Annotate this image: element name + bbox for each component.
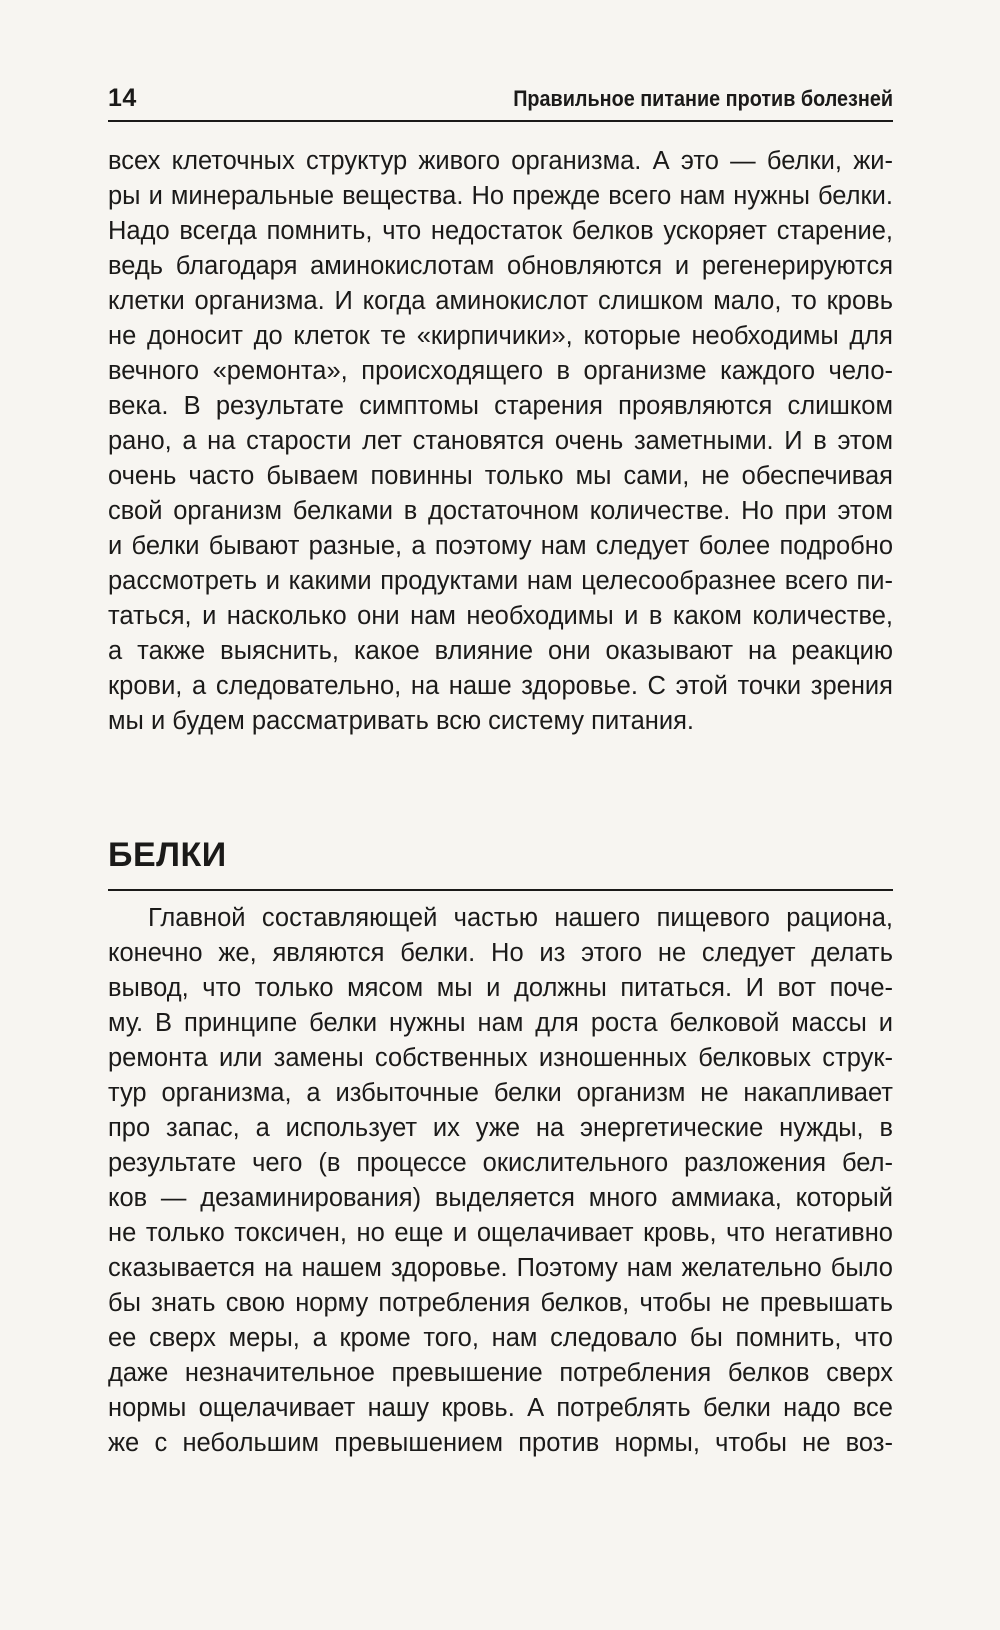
text-line: вечного «ремонта», происходящего в организме каждого чело- [108,357,893,385]
text-line: таться, и насколько они нам необходимы и в каком количестве, [108,602,893,630]
running-title: Правильное питание против болезней [513,86,893,111]
running-header [108,78,893,122]
text-line: результате чего (в процессе окислительного разложения бел- [108,1149,893,1177]
text-line: не только токсичен, но еще и ощелачивает кровь, что негативно [108,1219,893,1247]
text-line: му. В принципе белки нужны нам для роста белковой массы и [108,1009,893,1037]
text-line: рассмотреть и какими продуктами нам целесообразнее всего пи- [108,567,893,595]
text-line: всех клеточных структур живого организма. А это — белки, жи- [108,147,893,175]
text-line: крови, а следовательно, на наше здоровье. С этой точки зрения [108,672,893,700]
text-line: Главной составляющей частью нашего пищевого рациона, [148,904,893,932]
section-heading: БЕЛКИ [108,836,227,874]
text-line: бы знать свою норму потребления белков, чтобы не превышать [108,1289,893,1317]
book-page [108,78,893,1578]
text-line: ремонта или замены собственных изношенных белковых струк- [108,1044,893,1072]
text-line: ведь благодаря аминокислотам обновляются и регенерируются [108,252,893,280]
text-line: ков — дезаминирования) выделяется много аммиака, который [108,1184,893,1212]
page-number: 14 [108,84,137,112]
text-line: Надо всегда помнить, что недостаток белков ускоряет старение, [108,217,893,245]
text-line: ры и минеральные вещества. Но прежде всего нам нужны белки. [108,182,893,210]
text-line: нормы ощелачивает нашу кровь. А потреблять белки надо все [108,1394,893,1422]
text-line: рано, а на старости лет становятся очень заметными. И в этом [108,427,893,455]
text-line: века. В результате симптомы старения проявляются слишком [108,392,893,420]
text-line: сказывается на нашем здоровье. Поэтому нам желательно было [108,1254,893,1282]
text-line: не доносит до клеток те «кирпичики», которые необходимы для [108,322,893,350]
intro-paragraph [108,144,893,739]
text-line: вывод, что только мясом мы и должны питаться. И вот поче- [108,974,893,1002]
text-line: и белки бывают разные, а поэтому нам следует более подробно [108,532,893,560]
section-paragraph [108,901,893,1461]
text-line: конечно же, являются белки. Но из этого не следует делать [108,939,893,967]
text-line: даже незначительное превышение потребления белков сверх [108,1359,893,1387]
text-line: клетки организма. И когда аминокислот слишком мало, то кровь [108,287,893,315]
text-line: тур организма, а избыточные белки организм не накапливает [108,1079,893,1107]
text-line: про запас, а использует их уже на энергетические нужды, в [108,1114,893,1142]
text-line: ее сверх меры, а кроме того, нам следовало бы помнить, что [108,1324,893,1352]
text-line: свой организм белками в достаточном количестве. Но при этом [108,497,893,525]
text-line: очень часто бываем повинны только мы сами, не обеспечивая [108,462,893,490]
text-line: мы и будем рассматривать всю систему питания. [108,707,694,735]
text-line: же с небольшим превышением против нормы, чтобы не воз- [108,1429,893,1457]
heading-rule [108,889,893,891]
text-line: а также выяснить, какое влияние они оказывают на реакцию [108,637,893,665]
